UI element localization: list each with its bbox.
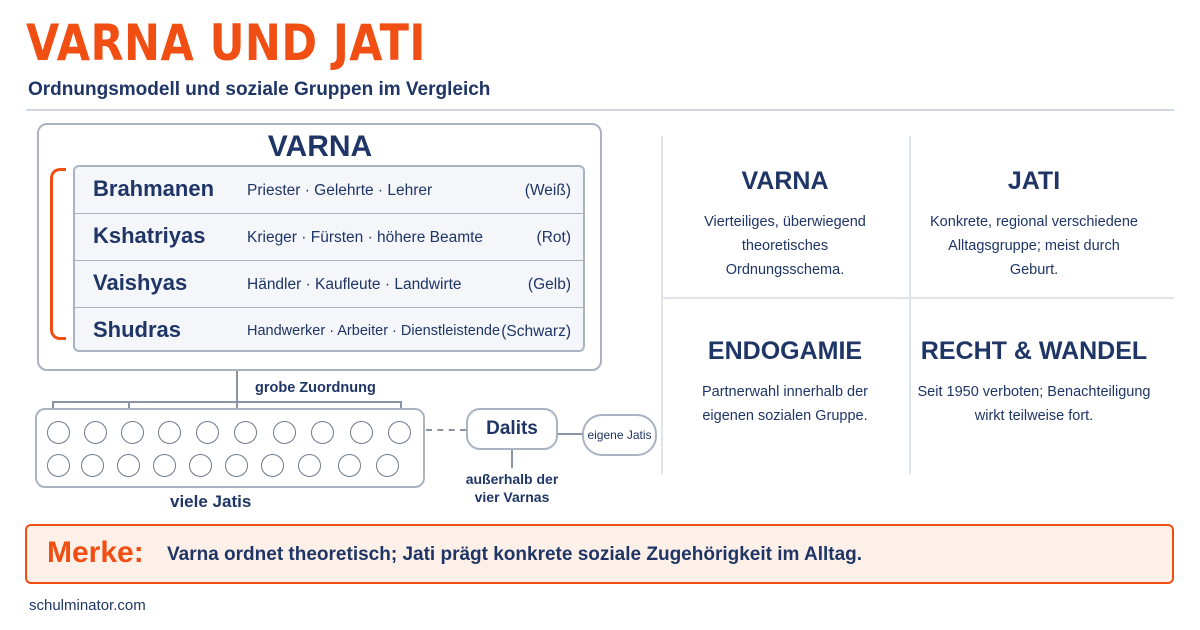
varna-row-color: (Schwarz): [501, 323, 571, 340]
merke-text: Varna ordnet theoretisch; Jati prägt konkrete soziale Zugehörigkeit im Alltag.: [167, 544, 863, 565]
connector-branch: [52, 401, 402, 403]
grid-divider: [661, 297, 1174, 299]
card-jati: [910, 167, 1158, 282]
varna-table: [73, 165, 585, 352]
varna-row-shudras: [75, 308, 583, 352]
ausser-label: außerhalb der vier Varnas: [465, 471, 559, 505]
jati-circle: [189, 454, 212, 477]
connector-label: grobe Zuordnung: [255, 380, 376, 396]
jati-circle: [261, 454, 284, 477]
dalits-node: Dalits: [466, 408, 558, 450]
jati-circle: [298, 454, 321, 477]
varna-row-name: Brahmanen: [93, 176, 215, 201]
varna-row-name: Shudras: [93, 317, 182, 342]
card-varna: [661, 167, 909, 282]
varna-row-roles: Priester · Gelehrte · Lehrer: [247, 182, 433, 199]
jati-circle: [225, 454, 248, 477]
jati-circle: [158, 421, 181, 444]
footer-source: schulminator.com: [29, 597, 146, 614]
varna-heading: VARNA: [267, 130, 373, 163]
varna-row-roles: Handwerker · Arbeiter · Dienstleistende: [247, 323, 501, 339]
jati-circle: [81, 454, 104, 477]
jati-label: viele Jatis: [170, 492, 252, 511]
card-title: VARNA: [741, 167, 829, 195]
jati-circle: [350, 421, 373, 444]
varna-row-color: (Gelb): [527, 276, 571, 293]
jati-circle: [338, 454, 361, 477]
card-text: Seit 1950 verboten; Benachteiligung wirkt teilweise fort.: [917, 384, 1151, 424]
merke-label: Merke:: [47, 536, 144, 569]
jati-circle: [117, 454, 140, 477]
jati-circle: [84, 421, 107, 444]
jati-circle: [273, 421, 296, 444]
jati-circle: [388, 421, 411, 444]
jati-group-box: [35, 408, 425, 488]
jati-circle: [47, 421, 70, 444]
jati-circle: [121, 421, 144, 444]
jati-circle: [376, 454, 399, 477]
card-recht-wandel: [910, 337, 1158, 428]
varna-row-vaishyas: [75, 261, 583, 308]
varna-row-name: Vaishyas: [93, 270, 188, 295]
eigene-jatis-node: eigene Jatis: [582, 414, 657, 456]
jati-circle: [311, 421, 334, 444]
card-endogamie: [661, 337, 909, 428]
varna-row-color: (Weiß): [524, 182, 571, 199]
page-title: VARNA UND JATI: [26, 14, 426, 72]
card-text: Konkrete, regional verschiedene Alltagsgruppe; meist durch Geburt.: [930, 214, 1138, 278]
jati-circle: [234, 421, 257, 444]
dalits-connector: [558, 433, 582, 435]
header-divider: [26, 109, 1174, 111]
jati-circle: [196, 421, 219, 444]
connector-line: [236, 371, 238, 401]
jati-circle: [153, 454, 176, 477]
varna-row-name: Kshatriyas: [93, 223, 206, 248]
varna-row-brahmanen: [75, 167, 583, 214]
card-title: JATI: [1007, 167, 1061, 195]
card-title: RECHT & WANDEL: [920, 337, 1148, 365]
dalits-down-line: [511, 450, 513, 468]
varna-row-color: (Rot): [536, 229, 571, 246]
varna-row-roles: Händler · Kaufleute · Landwirte: [247, 276, 462, 293]
varna-row-kshatriyas: [75, 214, 583, 261]
varna-bracket: [50, 168, 66, 340]
dalits-dashed-link: [426, 429, 466, 431]
jati-circle: [47, 454, 70, 477]
merke-box: [25, 524, 1174, 584]
varna-row-roles: Krieger · Fürsten · höhere Beamte: [247, 229, 484, 246]
card-text: Vierteiliges, überwiegend theoretisches Ordnungsschema.: [704, 214, 866, 278]
card-title: ENDOGAMIE: [707, 337, 863, 365]
page-subtitle: Ordnungsmodell und soziale Gruppen im Vergleich: [28, 79, 491, 100]
card-text: Partnerwahl innerhalb der eigenen sozialen Gruppe.: [701, 384, 869, 424]
